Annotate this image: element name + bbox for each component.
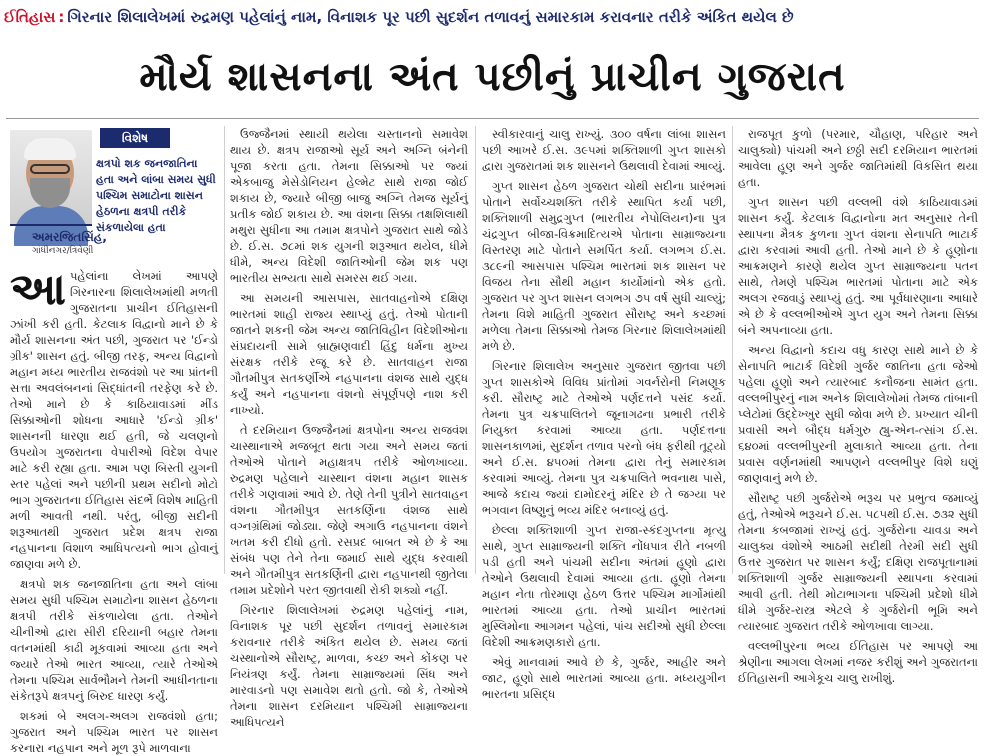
article-paragraph: તે દરમિયાન ઉજ્જૈનમાં ક્ષત્રપોના અન્ય રાજવંશ ચાસ્થાનાએ મજબૂત થતા ગયા અને સમય જતાં તેઓએ પોતાને મહાક્ષત્રપ તરીકે ઓળખાવ્યા. રુદ્રમણ પહેલાને ચાસ્થાન વંશના મહાન શાસક તરીકે ગણવામાં આવે છે. તેણે તેની પુત્રીને સાતવાહન વંશના ગૌતમીપુત્ર સતકર્ણિના વંશજ સાથે વગ્નગ્રંથિમાં જોડ્યા. જેણે અગાઉ નહપાનના વંશને ખતમ કરી દીધો હતો. રસપ્રદ બાબત એ છે કે આ સંબંધ પણ તેને તેના જમાઈ સાથે યુદ્ધ કરવાથી અને ગૌતમીપુત્ર સતકર્ણિની દ્વારા નહપાનથી જીતેલા તમામ પ્રદેશોને પરત જીતવાથી રોકી શક્યો નહીં. xyxy=(230,423,468,597)
article-column-1 xyxy=(10,264,218,755)
article-column-4 xyxy=(738,126,978,685)
article-paragraph: શકમાં બે અલગ-અલગ રાજવંશો હતા; ગુજરાત અને પશ્ચિમ ભારત પર શાસન કરનારા નહપાન અને મૂળ રૂપે માળવાના xyxy=(10,709,218,755)
headline-divider xyxy=(6,118,979,119)
column-divider xyxy=(224,126,225,574)
column-divider xyxy=(732,126,733,574)
article-paragraph: ક્ષત્રપો શક જનજાતિના હતા અને લાંબા સમય સુધી પશ્ચિમ સમાટોના શાસન હેઠળના ક્ષત્રપી તરીકે સંકળાયેલા હતા. તેઓને ચીનીઓ દ્વારા સીરી દરિયાની બહાર તેમના વતનમાંથી કાઢી મૂકવામાં આવ્યા હતા અને જ્યારે તેઓ ભારત આવ્યા, ત્યારે તેઓએ તેમના પશ્ચિમ સાર્વભૌમને તેમની આધીનતાના સંકેતરૂપે ક્ષત્રપનું બિરુદ ધારણ કર્યું. xyxy=(10,577,218,703)
article-column-3 xyxy=(482,126,726,701)
drop-cap: આ xyxy=(10,264,66,315)
article-paragraph: છેલ્લા શક્તિશાળી ગુપ્ત રાજા-સ્કંદગુપ્તના મૃત્યુ સાથે, ગુપ્ત સામ્રાજ્યની શક્તિ નોંધપાત્ર રીતે નબળી પડી હતી અને પાંચમી સદીના અંતમાં હૂણો દ્વારા તેઓને ઉથલાવી દેવામાં આવ્યા હતા. હૂણો તેમના મહાન નેતા તોરમાણ હેઠળ ઉત્તર પશ્ચિમ માર્ગોમાંથી ભારતમાં આવ્યા હતા. તેઓ પ્રાચીન ભારતમાં મુસ્લિમોના આગમન પહેલાં, પાંચ સદીઓ સુધી છેલ્લા વિદેશી આક્રમણકારો હતા. xyxy=(482,523,726,649)
kicker-bar xyxy=(0,0,985,34)
page-title: મૌર્ય શાસનના અંત પછીનું પ્રાચીન ગુજરાત xyxy=(139,52,846,100)
article-paragraph: આ સમયની આસપાસ, સાતવાહનોએ દક્ષિણ ભારતમાં શાહી રાજ્ય સ્થાપ્યું હતું. તેઓ પોતાની જાતને શકની જેમ અન્ય જાતિવિહીન વિદેશીઓના સંપ્રદાયની સામે બ્રાહ્મણવાદી હિંદુ ધર્મના મુખ્ય સંરક્ષક તરીકે રજૂ કરે છે. સાતવાહન રાજા ગૌતમીપુત્ર સતકર્ણીએ નહપાનના વંશજ સાથે યુદ્ધ કર્યું અને નહપાનના વંશનો સંપૂર્ણપણે નાશ કરી નાખ્યો. xyxy=(230,291,468,417)
article-paragraph: વલ્લભીપુરના ભવ્ય ઈતિહાસ પર આપણે આ શ્રેણીના આગલા લેખમાં નજર કરીશું અને ગુજરાતના ઈતિહાસની આગેકૂચ ચાલુ રાખીશું. xyxy=(738,639,978,685)
article-paragraph: ઉજ્જૈનમાં સ્થાયી થયેલા ચસ્તાનનો સમાવેશ થાય છે. ક્ષત્રપ રાજાઓ સૂર્ય અને અગ્નિ બંનેની પૂજા કરતા હતા. તેમના સિક્કાઓ પર જ્યાં એકબાજુ મેસેડોનિયન હેલ્મેટ સાથે રાજા જોઈ શકાય છે, જ્યારે બીજી બાજુ અગ્નિ તેમજ સૂર્યનું પ્રતીક જોઈ શકાય છે. આ વંશના સિક્કા તક્ષશિલાથી મથુરા સુધીના આ તમામ ક્ષત્રપોને ગુજરાત સાથે જોડે છે. ઈ.સ. ૭૮માં શક યુગની શરૂઆત થયેલ, ધીમે ધીમે, અન્ય વિદેશી જાતિઓની જેમ શક પણ ભારતીય સભ્યતા સાથે સમરસ થઈ ગયા. xyxy=(230,127,468,285)
author-name: અમરજિતસિંહ, xyxy=(32,230,107,244)
article-paragraph: અન્ય વિદ્વાનો કદાચ વધુ કારણ સાથે માને છે કે સેનાપતિ ભાટાર્ક વિદેશી ગુર્જર જાતિના હતા જેઓ પહેલા હૂણો અને ત્યારબાદ કનૌજના સામંત હતા. વલ્લભીપુરનું નામ અનેક શિલાલેખોમાં તેમજ તાંબાની પ્લેટોમાં ઉદ્દેખ્ખુર સુધી જોવા મળે છે. પ્રખ્યાત ચીની પ્રવાસી અને બૌદ્ધ ધર્મગુરુ હ્યુ-એન-ત્સાંગ ઈ.સ. ૬૪૦માં વલ્લભીપુરની મુલાકાતે આવ્યા હતા. તેના પ્રવાસ વર્ણનમાંથી આપણને વલ્લભીપુર વિશે ઘણું જાણવાનું મળે છે. xyxy=(738,343,978,485)
article-paragraph: એવું માનવામાં આવે છે કે, ગુર્જર, આહીર અને જાટ, હૂણો સાથે ભારતમાં આવ્યા હતા. મધ્યયુગીન ભારતના પ્રસિદ્ધ xyxy=(482,655,726,701)
feature-tag: વિશેષ xyxy=(100,128,170,148)
columnist-box xyxy=(10,126,218,264)
article-paragraph: ગુપ્ત શાસન હેઠળ ગુજરાત ચોથી સદીના પ્રારંભમાં પોતાને સર્વોચ્ચશક્તિ તરીકે સ્થાપિત કર્યા પછી, શક્તિશાળી સમુદ્રગુપ્ત (ભારતીય નેપોલિયન)ના પુત્ર ચંદ્રગુપ્ત બીજા-વિક્રમાદિત્યએ પોતાના સામ્રાજ્યના વિસ્તરણ માટે પોતાને સમર્પિત કર્યા. લગભગ ઈ.સ. ૩૮૯ની આસપાસ પશ્ચિમ ભારતમાં શક શાસન પર વિજય તેના સૌથી મહાન કાર્યોમાંનો એક હતો. ગુજરાત પર ગુપ્ત શાસન લગભગ ૭૫ વર્ષ સુધી ચાલ્યું; તેમના વિશે માહિતી ગુજરાત સૌરાષ્ટ્ર અને કચ્છમાં મળેલા તેમના સિક્કાઓ તેમજ ગિરનાર શિલાલેખમાંથી મળે છે. xyxy=(482,179,726,353)
author-photo xyxy=(10,130,92,226)
article-paragraph: ગિરનાર શિલાલેખમાં રુદ્રમણ પહેલાંનું નામ, વિનાશક પૂર પછી સુદર્શન તળાવનું સમારકામ કરાવનાર તરીકે અંકિત થયેલ છે. સમય જતાં ચસ્થાનોએ સૌરાષ્ટ્ર, માળવા, કચ્છ અને કોંકણ પર નિયંત્રણ કર્યું. તેમના સામ્રાજ્યમાં સિંધ અને મારવાડનો પણ સમાવેશ થતો હતો. જો કે, તેઓએ તેમના શાસન દરમિયાન પશ્ચિમી સામ્રાજ્યના આધિપત્યને xyxy=(230,603,468,729)
column-divider xyxy=(475,126,476,574)
article-paragraph: ગિરનાર શિલાલેખ અનુસાર ગુજરાત જીતવા પછી ગુપ્ત શાસકોએ વિવિધ પ્રાંતોમાં ગવર્નરોની નિમણૂક કરી. સૌરાષ્ટ્ર માટે તેઓએ પર્ણદત્તને પસંદ કર્યા. તેમના પુત્ર ચક્રપાલિતને જૂનાગઢના પ્રભારી તરીકે નિયુક્ત કરવામાં આવ્યા હતા. પર્ણદત્તના શાસનકાળમાં, સુદર્શન તળાવ પરનો બંધ ફરીથી તૂટ્યો અને ઈ.સ. ૪૫૦માં તેમના દ્વારા તેનું સમારકામ કરવામાં આવ્યું. તેમના પુત્ર ચક્રપાલિતે ભવનાથ પાસે, આજે કદાચ જ્યાં દામોદરનું મંદિર છે તે જગ્યા પર ભગવાન વિષ્ણુનું ભવ્ય મંદિર બનાવ્યું હતું. xyxy=(482,359,726,517)
deck-text: ગિરનાર શિલાલેખમાં રુદ્રમણ પહેલાંનું નામ, વિનાશક પૂર પછી સુદર્શન તળાવનું સમારકામ કરાવનાર તરીકે અંકિત થયેલ છે xyxy=(67,8,794,26)
section-label: ઈતિહાસ xyxy=(4,8,56,26)
columnist-blurb: ક્ષત્રપો શક જનજાતિના હતા અને લાંબા સમય સુધી પશ્ચિમ સમાટોના શાસન હેઠળના ક્ષત્રપી તરીકે સંકળાયેલા હતા xyxy=(96,157,216,234)
photo-underline xyxy=(10,224,92,226)
article-paragraph: રાજપૂત કુળો (પરમાર, ચૌહાણ, પરિહાર અને ચાલુક્યો) પાંચમી અને છઠ્ઠી સદી દરમિયાન ભારતમાં આવેલા હૂણ અને ગુર્જર જાતિમાંથી વિકસિત થયા હતા. xyxy=(738,127,978,189)
section-separator: : xyxy=(58,8,65,26)
article-paragraph: ગુપ્ત શાસન પછી વલ્લભી વંશે કાઠિયાવાડમાં શાસન કર્યું. કેટલાક વિદ્વાનોના મત અનુસાર તેની સ્થાપના મૈત્રક કુળના ગુપ્ત વંશના સેનાપતિ ભાટાર્ક દ્વારા કરવામાં આવી હતી. તેઓ માને છે કે હૂણોના આક્રમણને કારણે થયેલ ગુપ્ત સામ્રાજ્યના પતન સાથે, તેમણે પશ્ચિમ ભારતમાં પોતાના માટે એક અલગ રજવાડું સ્થાપ્યું હતું. આ પૂર્વધારણાના આધારે એ છે કે વલ્લભીઓએ ગુપ્ત યુગ અને તેમના સિક્કા બંને અપનાવ્યા હતા. xyxy=(738,195,978,337)
author-place: ગાંધીનગર/ત્રિવેણી xyxy=(32,246,94,256)
article-paragraph: સૌરાષ્ટ્ર પછી ગુર્જરોએ ભરૂચ પર પ્રભુત્વ જમાવ્યું હતું, તેઓએ ભરૂચને ઈ.સ. ૫૮૫થી ઈ.સ. ૭૩૨ સુધી તેમના કબજામાં રાખ્યું હતું. ગુર્જરોના ચાવડા અને ચાલુક્ય વંશોએ આઠમી સદીથી તેરમી સદી સુધી ઉત્તર ગુજરાત પર શાસન કર્યું; દક્ષિણ રાજપૂતાનામાં શક્તિશાળી ગુર્જર સામ્રાજ્યની સ્થાપના કરવામાં આવી હતી. તેથી મોટાભાગના પશ્ચિમી પ્રદેશો ધીમે ધીમે ગુર્જર-રાસ્ત્ર એટલે કે ગુર્જરોની ભૂમિ અને ત્યારબાદ ગુજરાત તરીકે ઓળખાવા લાગ્યા. xyxy=(738,491,978,633)
article-paragraph: સ્વીકારવાનું ચાલુ રાખ્યું. ૩૦૦ વર્ષના લાંબા શાસન પછી આખરે ઈ.સ. ૩૯૫માં શક્તિશાળી ગુપ્ત શાસકો દ્વારા ગુજરાતમાં શક શાસનને ઉથલાવી દેવામાં આવ્યું. xyxy=(482,127,726,173)
article-column-2 xyxy=(230,126,468,729)
article-paragraph: આપહેલાંના લેખમાં આપણે ગિરનારના શિલાલેખમાંથી મળતી ગુજરાતના પ્રાચીન ઈતિહાસની ઝાંખી કરી હતી. કેટલાક વિદ્વાનો માને છે કે મૌર્ય શાસનના અંત પછી, ગુજરાત પર 'ઈન્ડો ગ્રીક' શાસન હતું. બીજી તરફ, અન્ય વિદ્વાનો મહાન મધ્ય ભારતીય રાજવંશો પર આ પ્રાંતની સત્તા અવલંબનનાં સિદ્ધાંતની તરફેણ કરે છે. તેઓ માને છે કે કાઠિયાવાડમાં મીંડ સિક્કાઓની શોધના આધારે 'ઈન્ડો ગ્રીક' શાસનની ધારણા થઈ હતી, જે ચલણનો ઉપયોગ ગુજરાતના વેપારીઓ વિદેશ વેપાર માટે કરી રહ્યા હતા. આમ પણ બિસ્તી યુગની સ્તર પહેલાં અને પછીની પ્રથમ સદીનો મોટો ભાગ ગુજરાતના ઈતિહાસ સંદર્ભે વિશેષ માહિતી મળી આવતી નથી. પરંતુ, બીજી સદીની શરૂઆતથી ગુજરાત પ્રદેશ ક્ષત્રપ રાજા નહપાનના વિશાળ આધિપત્યનો ભાગ હોવાનું જાણવા મળે છે. xyxy=(10,264,218,571)
